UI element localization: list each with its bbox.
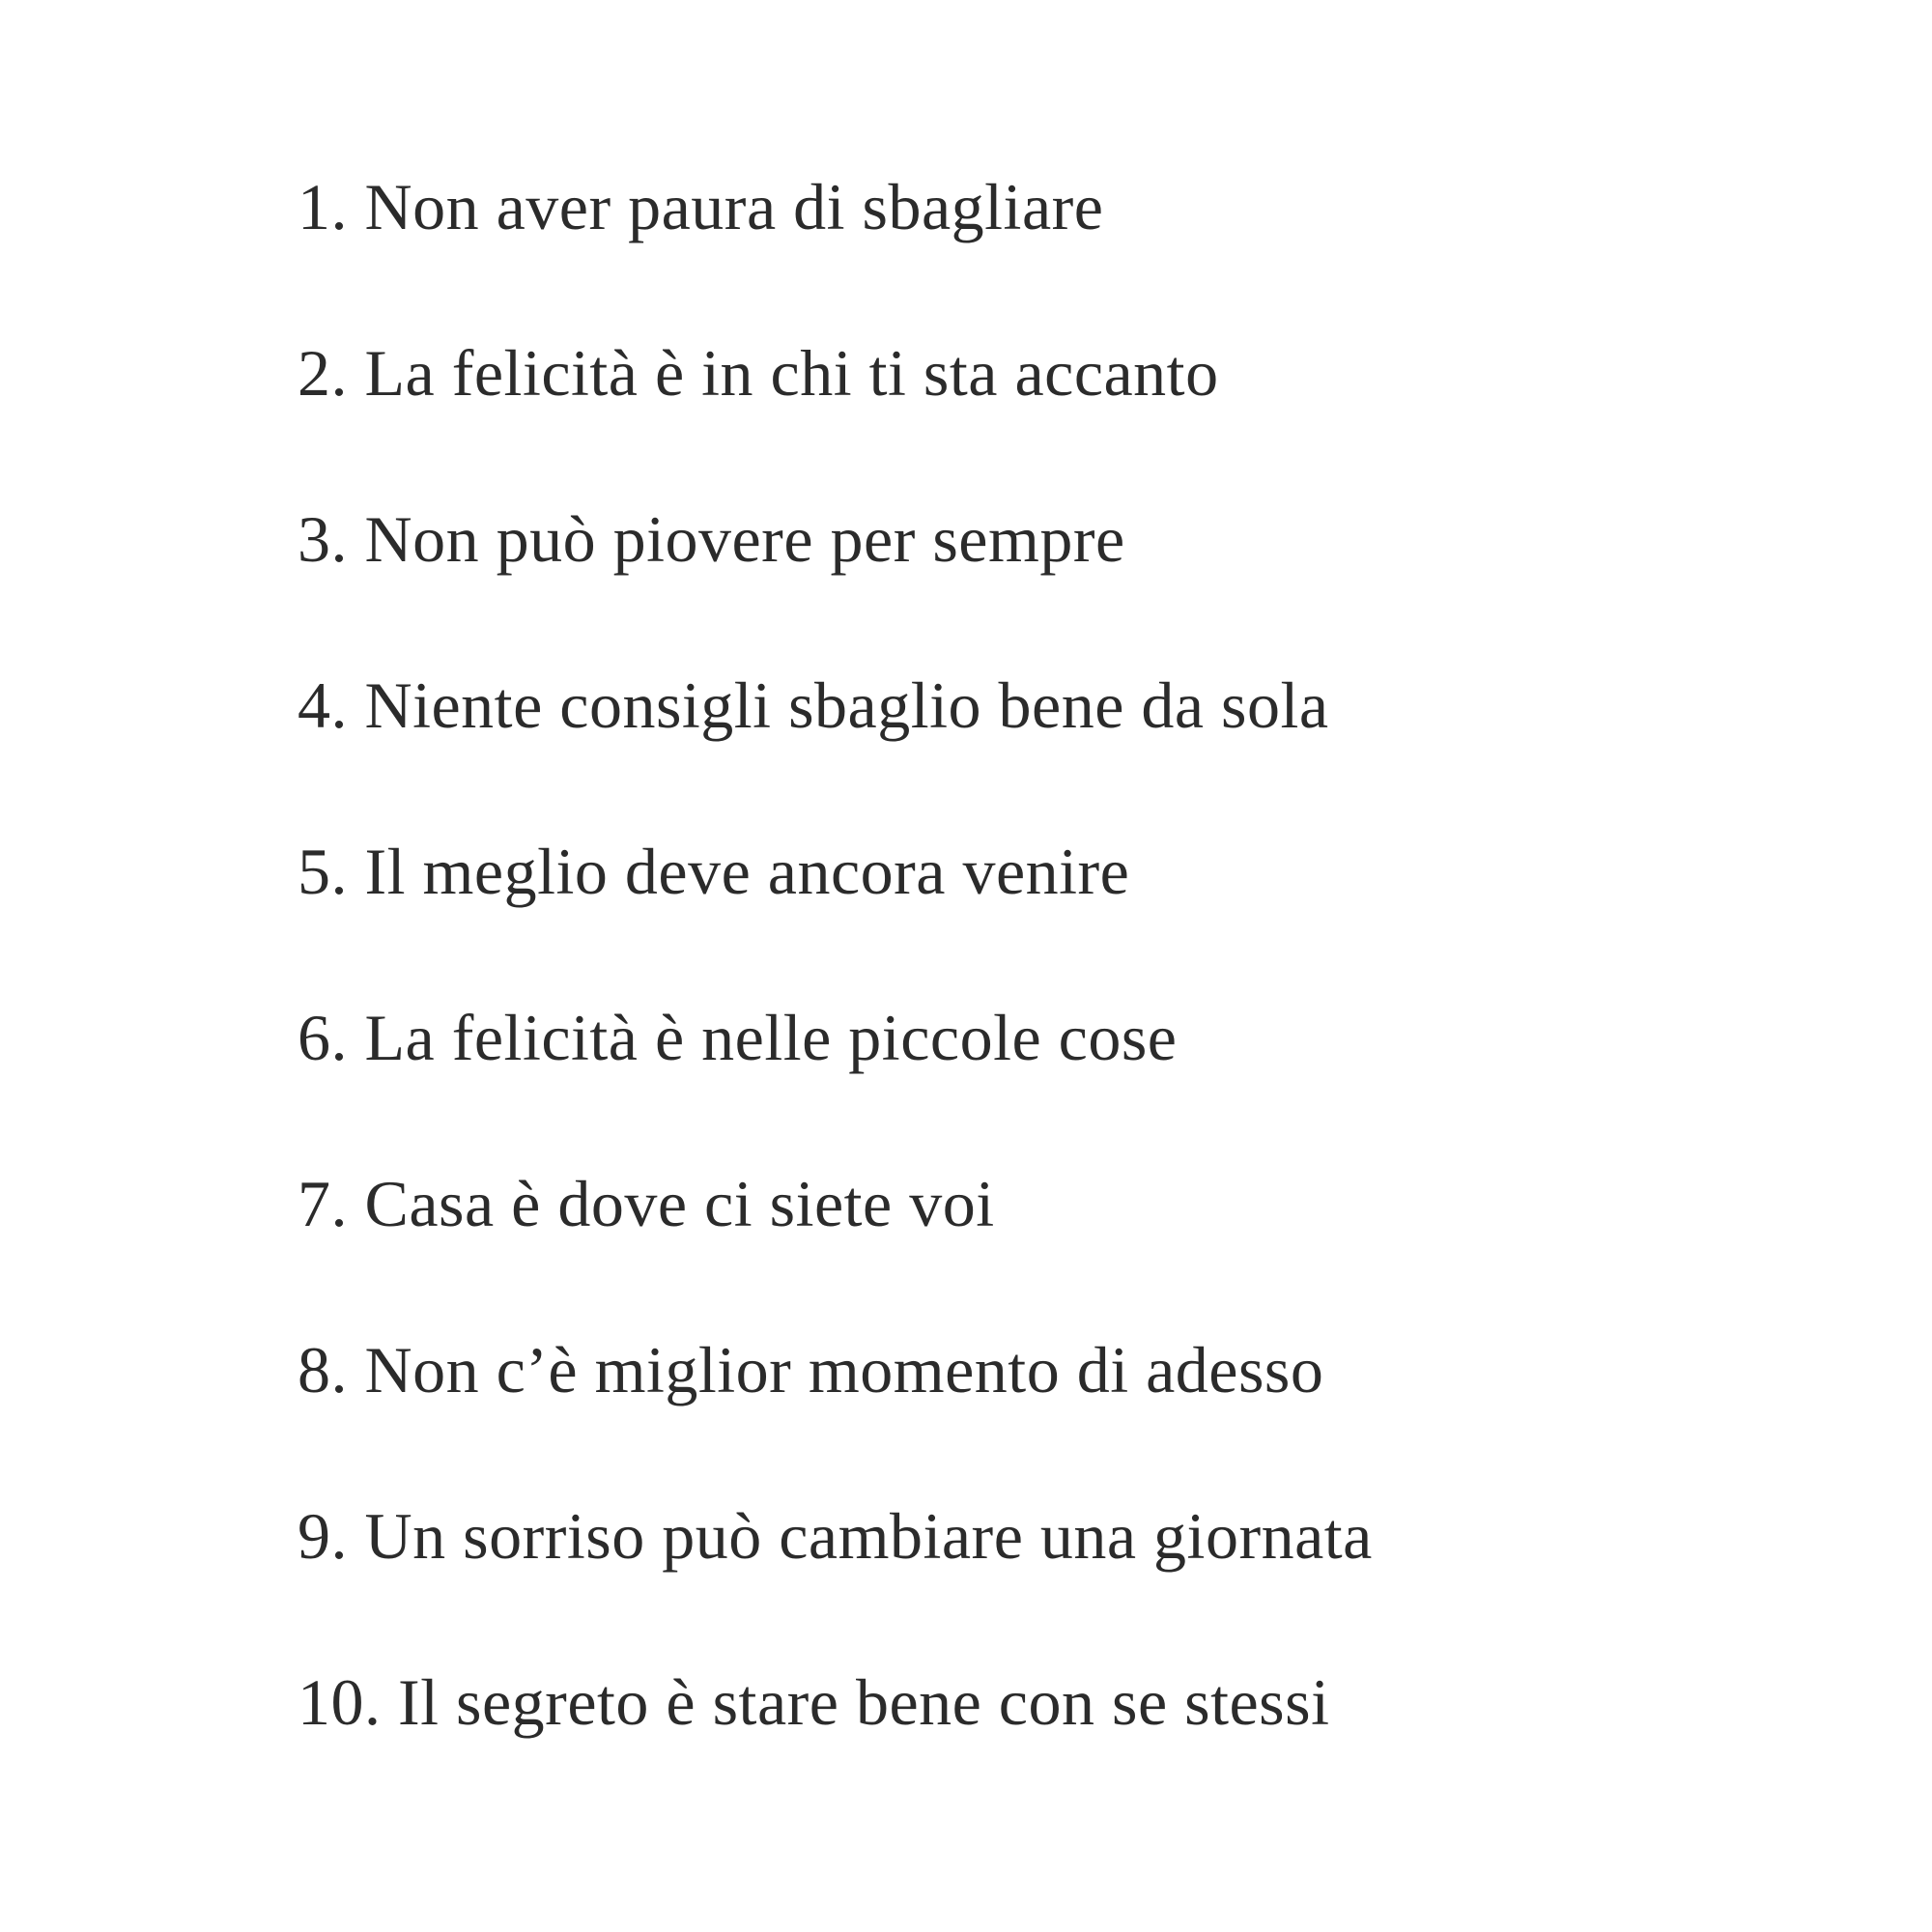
list-item: 1. Non aver paura di sbagliare bbox=[298, 170, 1104, 243]
list-item: 4. Niente consigli sbaglio bene da sola bbox=[298, 668, 1329, 742]
numbered-list bbox=[298, 164, 1373, 1826]
list-item: 2. La felicità è in chi ti sta accanto bbox=[298, 336, 1219, 410]
list-item: 8. Non c’è miglior momento di adesso bbox=[298, 1333, 1324, 1406]
list-item: 7. Casa è dove ci siete voi bbox=[298, 1167, 995, 1240]
list-item: 6. La felicità è nelle piccole cose bbox=[298, 1001, 1178, 1074]
list-item: 9. Un sorriso può cambiare una giornata bbox=[298, 1499, 1373, 1573]
list-item: 5. Il meglio deve ancora venire bbox=[298, 835, 1130, 908]
list-item: 3. Non può piovere per sempre bbox=[298, 502, 1125, 576]
list-item: 10. Il segreto è stare bene con se stessi bbox=[298, 1665, 1330, 1739]
